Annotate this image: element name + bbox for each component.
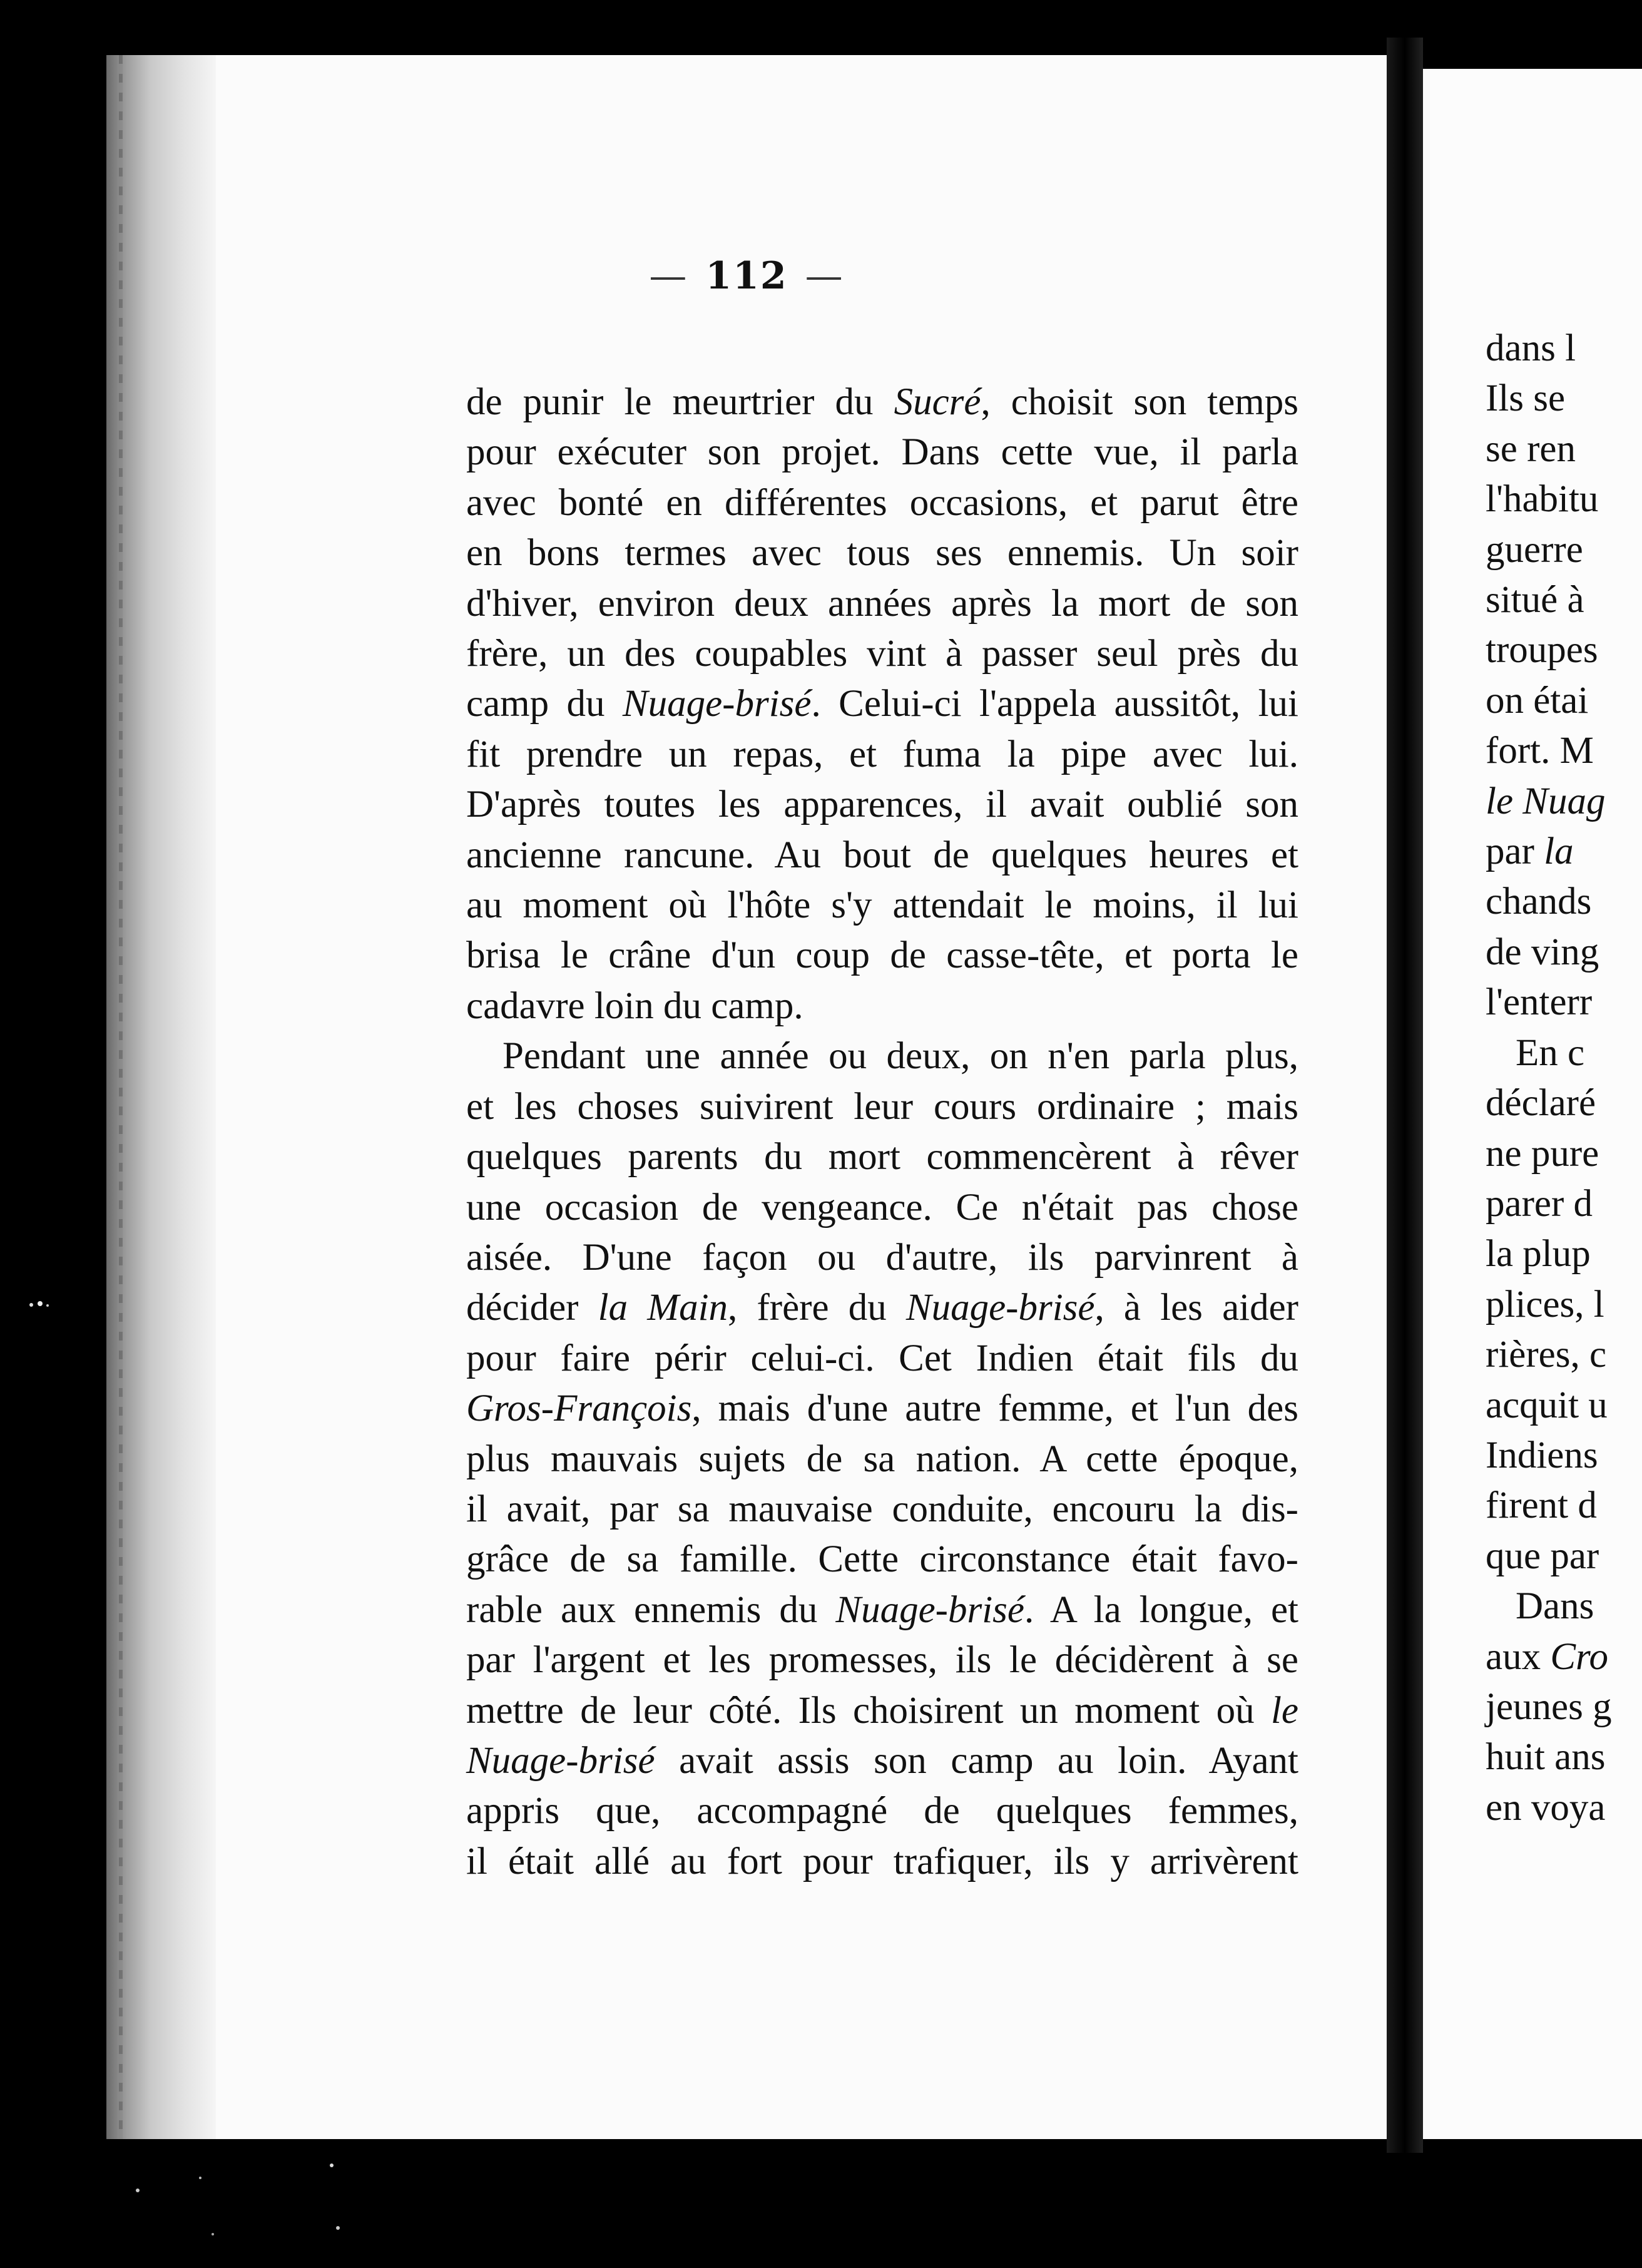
text-line [466, 730, 1298, 780]
text-segment: guerre [1486, 528, 1583, 571]
text-line [1486, 1028, 1642, 1078]
text-segment: mettre de leur côté. Ils choisirent un moment où [466, 1689, 1271, 1732]
text-segment: jeunes g [1486, 1685, 1612, 1728]
text-line [466, 1031, 1298, 1081]
text-segment: acquit u [1486, 1384, 1608, 1426]
text-line [1486, 1129, 1642, 1179]
text-segment: l'enterr [1486, 981, 1593, 1024]
text-line [466, 830, 1298, 881]
scan-speck [25, 1295, 63, 1314]
text-segment: ne pure [1486, 1132, 1599, 1175]
left-page [106, 55, 1387, 2139]
text-line [1486, 525, 1642, 575]
page-number-dash-left: — [649, 254, 688, 298]
text-segment: firent d [1486, 1484, 1597, 1527]
text-segment: cadavre loin du camp. [466, 984, 803, 1027]
text-segment: décider [466, 1287, 598, 1329]
text-line [1486, 1682, 1642, 1732]
text-line [466, 1082, 1298, 1132]
text-segment: se ren [1486, 427, 1576, 470]
italic-name: la Main [598, 1287, 728, 1329]
text-segment: déclaré [1486, 1082, 1596, 1125]
text-line [466, 1434, 1298, 1484]
text-segment: avait assis son camp au loin. Ayant [655, 1739, 1298, 1782]
body-text [466, 377, 1298, 1887]
italic-name: la [1544, 830, 1574, 873]
text-segment: camp du [466, 683, 623, 725]
text-line [466, 1384, 1298, 1434]
italic-name: Gros-François [466, 1387, 692, 1430]
text-segment: . A la longue, et [1024, 1588, 1298, 1631]
text-segment: fit prendre un repas, et fuma la pipe avec lui. [466, 733, 1298, 775]
text-line [1486, 978, 1642, 1028]
text-line [466, 1736, 1298, 1786]
text-segment: par [1486, 830, 1544, 873]
text-line [1486, 1078, 1642, 1128]
text-line [466, 881, 1298, 931]
text-segment: l'habitu [1486, 478, 1599, 521]
text-segment: une occasion de vengeance. Ce n'était pas chose [466, 1186, 1298, 1228]
text-line [466, 1837, 1298, 1887]
text-segment: frère, un des coupables vint à passer seul près du [466, 633, 1298, 675]
text-line [1486, 1481, 1642, 1531]
text-segment: Pendant une année ou deux, on n'en parla plus, [502, 1035, 1298, 1078]
text-line [1486, 1581, 1642, 1632]
text-segment: parer d [1486, 1182, 1593, 1225]
italic-name: le Nuag [1486, 780, 1606, 822]
text-segment: . Celui-ci l'appela aussitôt, lui [811, 683, 1298, 725]
text-segment: , choisit son temps [981, 381, 1298, 423]
page-number-dash-right: — [805, 254, 844, 298]
text-line [466, 1334, 1298, 1384]
text-segment: appris que, accompagné de quelques femmes, [466, 1790, 1298, 1832]
text-line [1486, 726, 1642, 776]
text-line [466, 579, 1298, 629]
text-segment: plices, l [1486, 1283, 1604, 1326]
page-number: 112 [705, 254, 788, 298]
text-line [1486, 877, 1642, 927]
text-line [466, 679, 1298, 729]
right-page [1423, 69, 1642, 2139]
text-segment: troupes [1486, 629, 1598, 672]
text-line [1486, 777, 1642, 827]
italic-name: Nuage-brisé [622, 683, 812, 725]
text-line [1486, 1783, 1642, 1833]
text-segment: Indiens [1486, 1434, 1598, 1476]
text-segment: rières, c [1486, 1334, 1607, 1376]
text-line [466, 780, 1298, 830]
text-line [1486, 1632, 1642, 1682]
italic-name: Nuage-brisé [466, 1739, 655, 1782]
text-line [466, 1484, 1298, 1535]
italic-name: le [1270, 1689, 1298, 1732]
text-line [1486, 1229, 1642, 1279]
text-segment: de punir le meurtrier du [466, 381, 894, 423]
text-line [466, 981, 1298, 1031]
text-segment: , à les aider [1094, 1287, 1298, 1329]
text-line [1486, 374, 1642, 424]
text-segment: d'hiver, environ deux années après la mort de son [466, 582, 1298, 625]
italic-name: Nuage-brisé [905, 1287, 1095, 1329]
text-line [466, 931, 1298, 981]
text-segment: la plup [1486, 1233, 1591, 1275]
text-line [466, 629, 1298, 679]
text-line [466, 1535, 1298, 1585]
text-line [1486, 324, 1642, 374]
text-segment: grâce de sa famille. Cette circonstance était favo- [466, 1538, 1298, 1581]
text-segment: par l'argent et les promesses, ils le décidèrent à se [466, 1639, 1298, 1682]
text-segment: au moment où l'hôte s'y attendait le moins, il lui [466, 884, 1298, 927]
text-segment: pour exécuter son projet. Dans cette vue, il parla [466, 431, 1298, 474]
text-segment: D'après toutes les apparences, il avait oublié son [466, 784, 1298, 826]
text-segment: Ils se [1486, 377, 1566, 420]
text-segment: quelques parents du mort commencèrent à rêver [466, 1136, 1298, 1178]
text-line [1486, 676, 1642, 726]
text-line [1486, 1431, 1642, 1481]
text-line [1486, 1381, 1642, 1431]
text-segment: , frère du [728, 1287, 906, 1329]
text-line [466, 1786, 1298, 1836]
text-segment: brisa le crâne d'un coup de casse-tête, et porta le [466, 934, 1298, 977]
text-line [466, 1686, 1298, 1736]
text-line [1486, 1732, 1642, 1782]
text-line [466, 1585, 1298, 1635]
text-line [466, 1233, 1298, 1283]
text-segment: huit ans [1486, 1736, 1606, 1779]
text-segment: aisée. D'une façon ou d'autre, ils parvinrent à [466, 1236, 1298, 1279]
text-line [466, 1132, 1298, 1182]
text-line [1486, 474, 1642, 524]
text-segment: on étai [1486, 679, 1589, 722]
text-segment: aux [1486, 1635, 1551, 1678]
text-line [1486, 625, 1642, 675]
text-segment: dans l [1486, 327, 1576, 369]
italic-name: Nuage-brisé [835, 1588, 1024, 1631]
text-line [1486, 927, 1642, 978]
text-segment: chands [1486, 881, 1592, 923]
page-number-header [106, 254, 1387, 298]
italic-name: Cro [1550, 1635, 1608, 1678]
text-segment: il avait, par sa mauvaise conduite, encouru la dis- [466, 1488, 1298, 1530]
text-line [466, 1183, 1298, 1233]
right-page-text [1486, 324, 1642, 1833]
text-line [1486, 575, 1642, 625]
text-line [466, 478, 1298, 528]
text-line [466, 1283, 1298, 1333]
text-segment: ancienne rancune. Au bout de quelques heures et [466, 834, 1298, 876]
text-segment: avec bonté en différentes occasions, et parut être [466, 481, 1298, 524]
text-segment: en voya [1486, 1786, 1606, 1829]
text-segment: , mais d'une autre femme, et l'un des [691, 1387, 1298, 1430]
text-segment: pour faire périr celui-ci. Cet Indien était fils du [466, 1337, 1298, 1379]
text-line [466, 528, 1298, 578]
text-segment: que par [1486, 1535, 1599, 1577]
text-line [466, 427, 1298, 478]
text-segment: et les choses suivirent leur cours ordinaire ; mais [466, 1085, 1298, 1128]
text-line [466, 1635, 1298, 1685]
text-segment: en bons termes avec tous ses ennemis. Un soir [466, 532, 1298, 575]
text-line [1486, 1179, 1642, 1229]
text-segment: En c [1516, 1031, 1585, 1074]
text-segment: plus mauvais sujets de sa nation. A cette époque, [466, 1438, 1298, 1480]
text-segment: situé à [1486, 579, 1584, 621]
text-line [1486, 424, 1642, 474]
text-segment: Dans [1516, 1585, 1594, 1628]
text-line [1486, 827, 1642, 877]
scan-specks [125, 2140, 375, 2240]
text-segment: fort. M [1486, 730, 1594, 772]
italic-name: Sucré [894, 381, 981, 423]
text-segment: de ving [1486, 931, 1599, 973]
text-segment: rable aux ennemis du [466, 1588, 836, 1631]
text-line [1486, 1330, 1642, 1380]
text-line [1486, 1531, 1642, 1581]
book-gutter [1387, 38, 1423, 2153]
page-edge-shadow [106, 55, 216, 2139]
text-line [1486, 1280, 1642, 1330]
text-line [466, 377, 1298, 427]
text-segment: il était allé au fort pour trafiquer, ils y arrivèrent [466, 1840, 1298, 1882]
